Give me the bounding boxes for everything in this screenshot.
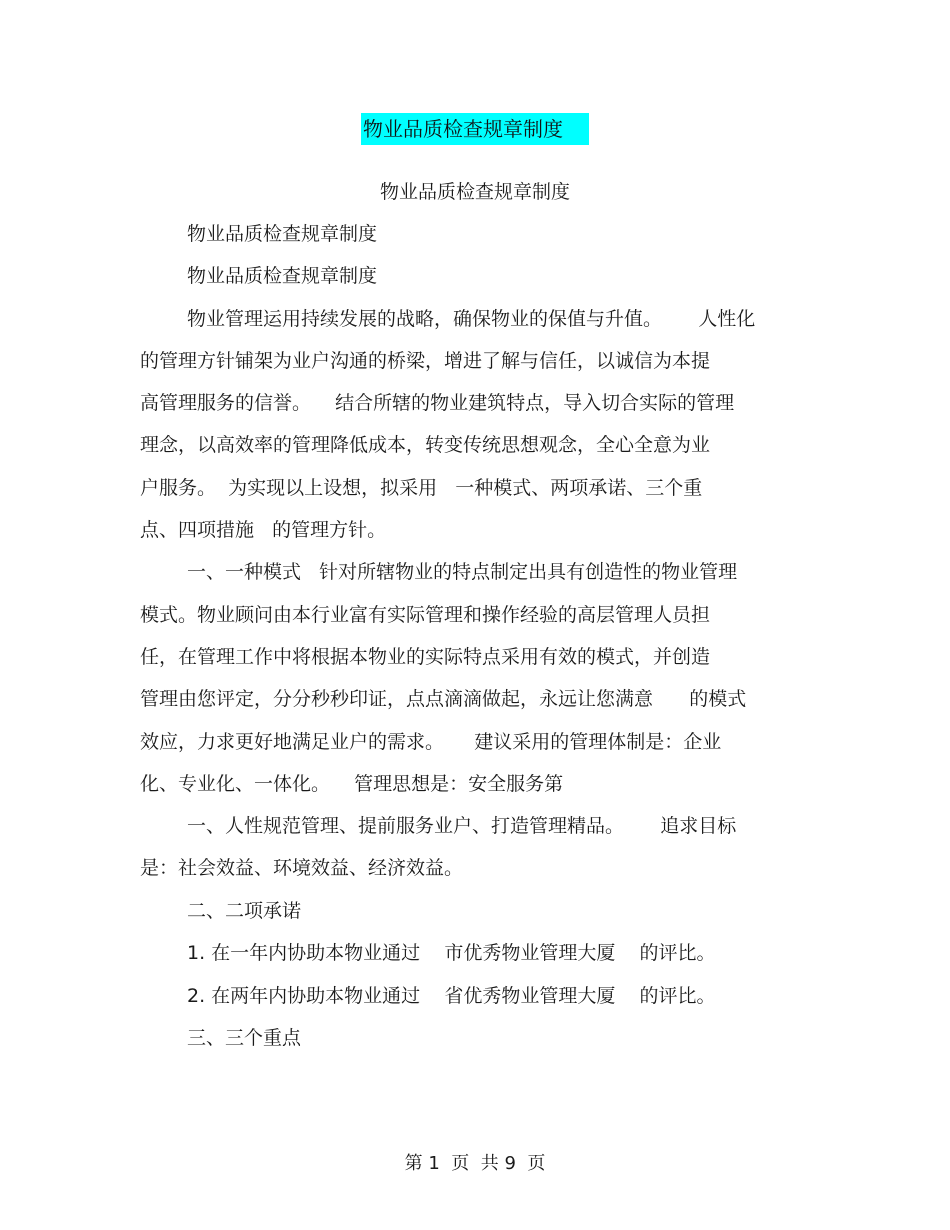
- body-line: 物业管理运用持续发展的战略，确保物业的保值与升值。 人性化: [187, 308, 756, 330]
- body-line: 物业品质检查规章制度: [187, 223, 378, 245]
- body-line: 模式。物业顾问由本行业富有实际管理和操作经验的高层管理人员担: [140, 604, 711, 626]
- document-title: 物业品质检查规章制度: [361, 113, 589, 145]
- list-item: 1. 在一年内协助本物业通过 市优秀物业管理大厦 的评比。: [187, 942, 716, 964]
- body-line: 点、四项措施 的管理方针。: [140, 519, 387, 541]
- body-line: 管理由您评定，分分秒秒印证，点点滴滴做起，永远让您满意 的模式: [140, 688, 747, 710]
- subtitle-line: 物业品质检查规章制度: [379, 181, 570, 203]
- title-wrap: [0, 113, 950, 145]
- body-line: 化、专业化、一体化。 管理思想是：安全服务第: [140, 773, 564, 795]
- body-line: 是：社会效益、环境效益、经济效益。: [140, 857, 464, 879]
- page-number-footer: 第 1 页 共 9 页: [404, 1153, 546, 1174]
- section-heading: 二、二项承诺: [187, 900, 302, 922]
- body-line: 一、一种模式 针对所辖物业的特点制定出具有创造性的物业管理: [187, 561, 738, 583]
- list-item: 2. 在两年内协助本物业通过 省优秀物业管理大厦 的评比。: [187, 985, 716, 1007]
- body-line: 一、人性规范管理、提前服务业户、打造管理精品。 追求目标: [187, 815, 737, 837]
- body-line: 任，在管理工作中将根据本物业的实际特点采用有效的模式，并创造: [140, 646, 711, 668]
- body-line: 户服务。 为实现以上设想，拟采用 一种模式、两项承诺、三个重: [140, 477, 703, 499]
- body-line: 效应，力求更好地满足业户的需求。 建议采用的管理体制是：企业: [140, 731, 722, 753]
- body-line: 物业品质检查规章制度: [187, 265, 378, 287]
- body-line: 高管理服务的信誉。 结合所辖的物业建筑特点，导入切合实际的管理: [140, 392, 735, 414]
- body-line: 的管理方针铺架为业户沟通的桥梁，增进了解与信任，以诚信为本提: [140, 350, 711, 372]
- body-line: 理念，以高效率的管理降低成本，转变传统思想观念，全心全意为业: [140, 434, 711, 456]
- section-heading: 三、三个重点: [187, 1027, 302, 1049]
